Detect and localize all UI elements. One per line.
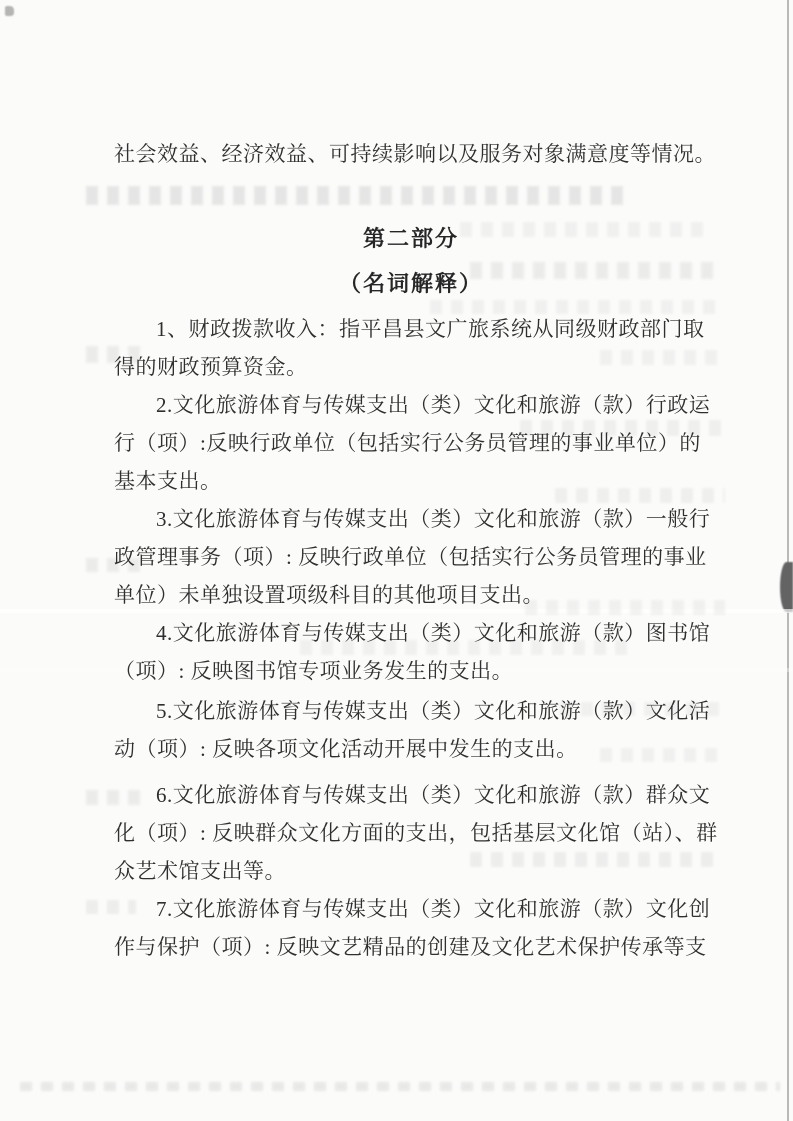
definition-6-line-2: 化（项）: 反映群众文化方面的支出，包括基层文化馆（站）、群 [114, 821, 718, 845]
definition-1-line-2: 得的财政预算资金。 [114, 355, 308, 379]
definition-item-3 [114, 500, 739, 614]
definition-7-line-2: 作与保护（项）: 反映文艺精品的创建及文化艺术保护传承等支 [114, 935, 707, 959]
scan-corner-mark [5, 6, 14, 16]
definition-item-7 [114, 890, 739, 966]
definition-6-line-1: 6.文化旅游体育与传媒支出（类）文化和旅游（款）群众文 [156, 783, 711, 807]
bleedthrough-band [86, 186, 626, 205]
definition-2-line-1: 2.文化旅游体育与传媒支出（类）文化和旅游（款）行政运 [156, 393, 711, 417]
section-title: 第二部分 [362, 226, 459, 251]
definition-item-4 [114, 614, 739, 690]
definition-6-line-3: 众艺术馆支出等。 [114, 859, 286, 883]
definition-3-line-1: 3.文化旅游体育与传媒支出（类）文化和旅游（款）一般行 [156, 507, 711, 531]
intro-line: 社会效益、经济效益、可持续影响以及服务对象满意度等情况。 [114, 142, 716, 166]
definition-item-6 [114, 776, 739, 890]
definition-3-line-2: 政管理事务（项）: 反映行政单位（包括实行公务员管理的事业 [114, 545, 707, 569]
definition-5-line-2: 动（项）: 反映各项文化活动开展中发生的支出。 [114, 737, 578, 761]
definition-5-line-1: 5.文化旅游体育与传媒支出（类）文化和旅游（款）文化活 [156, 699, 711, 723]
definition-2-line-3: 基本支出。 [114, 469, 222, 493]
definition-item-1 [114, 310, 739, 386]
definition-1-line-1: 1、财政拨款收入：指平昌县文广旅系统从同级财政部门取 [156, 317, 705, 341]
definition-item-5 [114, 692, 739, 768]
bleedthrough-band [20, 1082, 780, 1091]
definition-2-line-2: 行（项）:反映行政单位（包括实行公务员管理的事业单位）的 [114, 431, 701, 455]
page-edge-line [787, 0, 789, 1121]
definition-7-line-1: 7.文化旅游体育与传媒支出（类）文化和旅游（款）文化创 [156, 897, 711, 921]
definition-4-line-1: 4.文化旅游体育与传媒支出（类）文化和旅游（款）图书馆 [156, 621, 711, 645]
definition-4-line-2: （项）: 反映图书馆专项业务发生的支出。 [114, 659, 514, 683]
scan-edge-artifact [780, 562, 793, 612]
definition-3-line-3: 单位）未单独设置项级科目的其他项目支出。 [114, 583, 544, 607]
section-subtitle: （名词解释） [338, 271, 483, 296]
definition-item-2 [114, 386, 739, 500]
